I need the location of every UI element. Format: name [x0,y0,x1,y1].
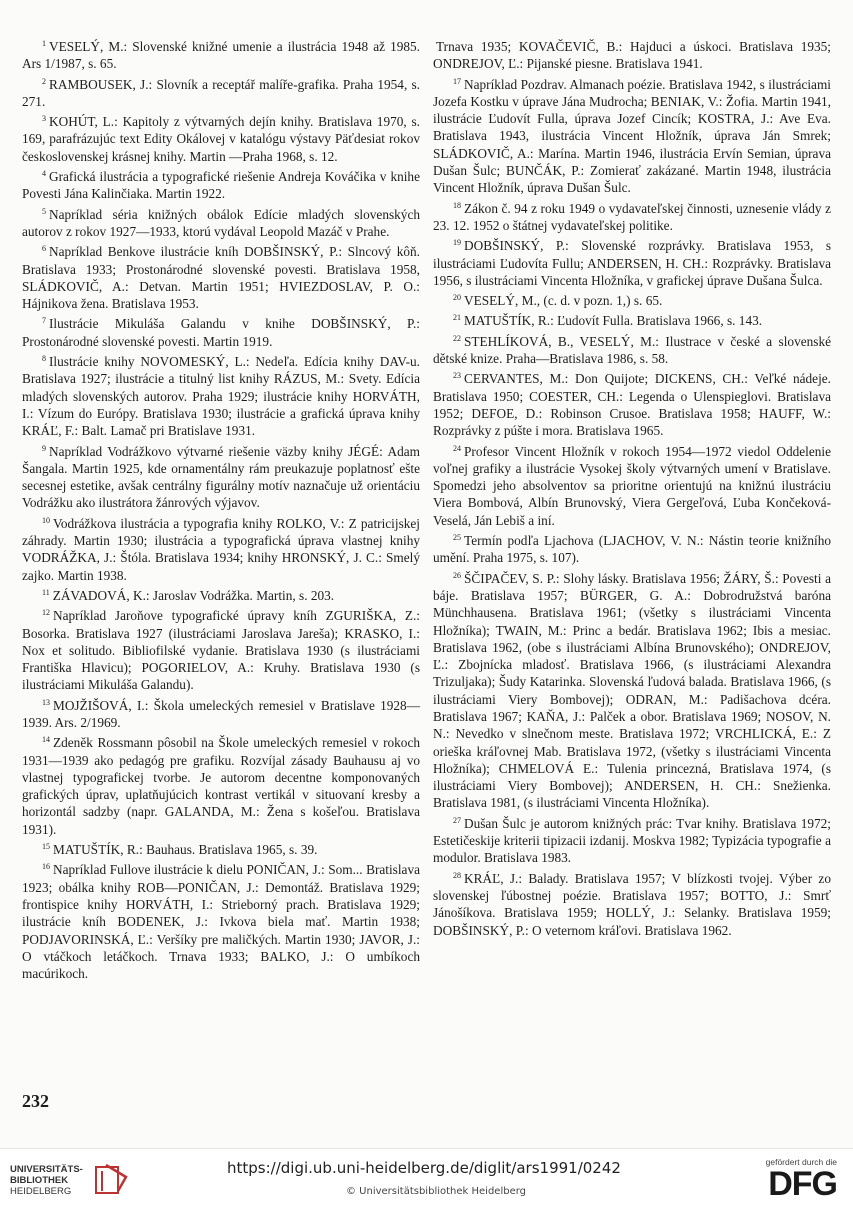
footnote-text: CERVANTES, M.: Don Quijote; DICKENS, CH.: Veľké nádeje. Bratislava 1950; COESTER, CH.: Legenda o Ulenspieglovi. Bratislava 1952; DEFOE, D.: Robinson Crusoe. Bratislava 1958; HAUFF, W.: Rozprávky z púšte i mora. Bratislava 1965. [433,371,831,439]
footnote-number: 17 [453,76,461,86]
footnote [22,731,420,838]
footnote-text: Profesor Vincent Hložník v rokoch 1954—1972 viedol Oddelenie voľnej grafiky a ilustrácie Vysokej školy výtvarných umení v Bratislave. Spomedzi jeho absolventov sa prioritne orientujú na knižnú ilustráciu Viera Bombová, Albín Brunovský, Viera Gergeľová, Ľuba Končeková-Veselá, Ján Lebiš a iní. [433,443,831,528]
footnote [22,440,420,512]
footnote [22,350,420,439]
footnote-number: 26 [453,570,461,580]
footnote [433,367,831,439]
footnote-number: 3 [42,114,46,124]
footnote-text: Dušan Šulc je autorom knižných prác: Tvar knihy. Bratislava 1972; Estetičeskije kriterii tipizacii izdanij. Moskva 1982; Typizácia typografie a modulor. Bratislava 1983. [433,815,831,866]
footnote-number: 1 [42,39,46,48]
footnote [22,240,420,312]
footnote-number: 10 [42,515,50,525]
dfg-logo[interactable]: DFG [768,1165,837,1203]
footnote-text: Ilustrácie knihy NOVOMESKÝ, L.: Nedeľa. Edícia knihy DAV-u. Bratislava 1927; ilustrácie a titulný list knihy RÁZUS, M.: Svety. Edícia mladých slovenských autorov. Praha 1929; ilustrácie knihy HORVÁTH, I.: Vízum do Európy. Bratislava 1930; ilustrácie a grafická úprava knihy KRÁĽ, F.: Balt. Lamač pri Bratislave 1931. [22,354,420,439]
footnote [22,110,420,165]
permalink-url[interactable]: https://digi.ub.uni-heidelberg.de/diglit/ars1991/0242 [227,1159,621,1177]
footnote-number: 9 [42,443,46,453]
footnote [433,529,831,567]
footnote [22,604,420,693]
footnote [433,867,831,939]
footnote-number: 23 [453,371,461,381]
footnote-number: 4 [42,169,46,179]
footnote [22,165,420,203]
footnote-text: Ilustrácie Mikuláša Galandu v knihe DOBŠINSKÝ, P.: Prostonárodné slovenské povesti. Martin 1919. [22,316,420,349]
footnote-number: 7 [42,316,46,326]
footnote-text: MATUŠTÍK, R.: Bauhaus. Bratislava 1965, s. 39. [53,842,318,858]
footnote-number: 6 [42,244,46,254]
footnote-number: 24 [453,443,461,453]
footnote-number: 5 [42,206,46,216]
footnote-text: VESELÝ, M., (c. d. v pozn. 1,) s. 65. [464,293,663,309]
footnote [433,567,831,812]
footnote-text: DOBŠINSKÝ, P.: Slovenské rozprávky. Bratislava 1953, s ilustráciami Ľudovíta Fullu; ANDERSEN, H. CH.: Rozprávky. Bratislava 1956, s ilustráciami Vincenta Hložníka, v grafickej úprave Dušana Šulca. [433,238,831,288]
footnote-number: 13 [42,697,50,707]
footnote-number: 12 [42,608,50,618]
footnote [433,330,831,368]
footnote-text: MATUŠTÍK, R.: Ľudovít Fulla. Bratislava 1966, s. 143. [464,313,763,329]
footnote-number: 25 [453,533,461,543]
footnote-text: ZÁVADOVÁ, K.: Jaroslav Vodrážka. Martin, s. 203. [52,587,335,603]
footnote-number: 28 [453,870,461,880]
footnote-number: 16 [42,862,50,872]
library-emblem-icon [94,1161,130,1197]
footnote [22,694,420,732]
footnote [433,440,831,529]
footnote [433,197,831,235]
footnote-number: 22 [453,333,461,343]
library-name-line3: HEIDELBERG [10,1186,72,1197]
page-number: 232 [22,1091,49,1111]
footnote [433,309,831,329]
footnote-text: ŠČIPAČEV, S. P.: Slohy lásky. Bratislava 1956; ŽÁRY, Š.: Povesti a báje. Bratislava 1957; BÜRGER, G. A.: Dobrodružstvá baróna Münchhausena. Bratislava 1961; (všetky s ilustráciami Vincenta Hložníka); TWAIN, M.: Princ a bedár. Bratislava 1962; Ibis a mesiac. Bratislava 1962, (obe s ilustráciami Albína Brunovského); ONDREJOV, Ľ.: Zbojnícka mladosť. Bratislava 1966, (s ilustráciami Alexandra Trizuljaka); Šudy Katarinka. Slovenská ľudová balada. Bratislava 1966, (s ilustráciami Viery Bombovej); ODRAN, M.: Padišachova dcéra. Bratislava 1967; KAŇA, J.: Palček a obor. Bratislava 1969; NOSOV, N. N.: Nevedko v slnečnom meste. Bratislava 1972; VRCHLICKÁ, E.: Z orieška kráľovnej Mab. Bratislava 1972, (všetky s ilustráciami Vincenta Hložníka); CHMELOVÁ E.: Tulenia princezná, Bratislava 1974, (s ilustráciami Viery Bombovej); ANDERSEN, H. CH.: Snežienka. Bratislava 1981, (s ilustráciami Vincenta Hložníka). [433,570,831,811]
footnote [433,812,831,867]
footnote-text: RAMBOUSEK, J.: Slovník a receptář malíře-grafika. Praha 1954, s. 271. [22,76,420,109]
footnote-number: 21 [453,313,461,323]
funding-note: gefördert durch die [765,1157,837,1167]
footnote-text: VESELÝ, M.: Slovenské knižné umenie a ilustrácia 1948 až 1985. Ars 1/1987, s. 65. [22,39,420,72]
footnote [22,203,420,241]
footnote-number: 18 [453,200,461,210]
footnote [22,35,420,73]
footnote [22,858,420,982]
footnote [22,512,420,584]
footnotes-left-column [22,35,420,982]
footnote-number: 11 [42,587,50,597]
viewer-footer [0,1148,853,1209]
footnote-text: KOHÚT, L.: Kapitoly z výtvarných dejín knihy. Bratislava 1970, s. 169, parafrázujúc text Edity Okálovej v katalógu výstavy Päťdesiat rokov československej krásnej knihy. Martin —Praha 1968, s. 12. [22,114,420,164]
footnote-text: Napríklad Benkove ilustrácie kníh DOBŠINSKÝ, P.: Slncový kôň. Bratislava 1933; Prostonárodné slovenské povesti. Bratislava 1958, SLÁDKOVIČ, A.: Detvan. Martin 1951; HVIEZDOSLAV, P. O.: Hájnikova žena. Bratislava 1953. [22,244,420,312]
footnote-text: Termín podľa Ljachova (LJACHOV, V. N.: Nástin teorie knižního umění. Praha 1975, s. 107). [433,533,831,566]
footnote-number: 27 [453,815,461,825]
footnote [22,838,420,858]
library-logo[interactable] [10,1159,160,1203]
footnote-text: Napríklad Fullove ilustrácie k dielu PONIČAN, J.: Som... Bratislava 1923; obálka knihy ROB—PONIČAN, J.: Demontáž. Bratislava 1929; frontispice knihy HORVÁTH, I.: Strieborný prach. Bratislava 1929; ilustrácie kníh BODENEK, J.: Ivkova biela mať. Martin 1938; PODJAVORINSKÁ, Ľ.: Veršíky pre maličkých. Martin 1930; JAVOR, J.: O vtáčkoch letáčkoch. Trnava 1933; BALKO, J.: O umbíkoch macúrikoch. [22,862,420,982]
footnote [433,289,831,309]
footnote-text: KRÁĽ, J.: Balady. Bratislava 1957; V blízkosti tvojej. Výber zo slovenskej ľúbostnej poézie. Bratislava 1957; BOTTO, J.: Smrť Jánošíkova. Bratislava 1959; HOLLÝ, J.: Selanky. Bratislava 1959; DOBŠINSKÝ, P.: O veternom kráľovi. Bratislava 1962. [433,870,831,938]
footnote-number: 15 [42,842,50,852]
footnote [433,234,831,289]
footnote-number: 19 [453,238,461,248]
footnote [22,584,420,604]
footnote-number: 2 [42,76,46,86]
footnote-text: Zákon č. 94 z roku 1949 o vydavateľskej činnosti, uznesenie vlády z 23. 12. 1952 o štátnej vydavateľskej politike. [433,200,831,233]
footnote-number: 14 [42,735,50,745]
footnote [433,35,831,73]
footnote-text: Vodrážkova ilustrácia a typografia knihy ROLKO, V.: Z patricijskej záhrady. Martin 1930; ilustrácia a typografická úprava vlastnej knihy VODRÁŽKA, J.: Štóla. Bratislava 1934; knihy HRONSKÝ, J. C.: Smelý zajko. Martin 1938. [22,515,420,583]
footnote-text: Grafická ilustrácia a typografické riešenie Andreja Kováčika v knihe Povesti Jána Kalinčiaka. Martin 1922. [22,169,420,202]
footnote-text: STEHLÍKOVÁ, B., VESELÝ, M.: Ilustrace v české a slovenské dětské knize. Praha—Bratislava 1986, s. 58. [433,333,831,367]
footnote-text: Napríklad Jaroňove typografické úpravy kníh ZGURIŠKA, Z.: Bosorka. Bratislava 1927 (ilustráciami Jaroslava Jareša); KRASKO, I.: Nox et solitudo. Bibliofilské vydanie. Bratislava 1930 (s ilustráciami Františka Hlavicu); POGORIELOV, A.: Kruhy. Bratislava 1930 (s ilustráciami Mikuláša Galandu). [22,608,420,693]
footnote [22,73,420,111]
library-name-line1: UNIVERSITÄTS- [10,1164,83,1175]
footnote-text: Zdeněk Rossmann pôsobil na Škole umeleckých remesiel v rokoch 1931—1939 ako pedagóg pre grafiku. Rozvíjal zásady Bauhausu aj vo vlastnej typografickej tvorbe. Je autorom decentne komponovaných grafických úprav, uplatňujúcich kontrast vertikál v situovaní kresby a horizontál sadzby (napr. GALANDA, M.: Žena s košeľou. Bratislava 1931). [22,735,420,837]
footnote-text: Napríklad Vodrážkovo výtvarné riešenie väzby knihy JÉGÉ: Adam Šangala. Martin 1925, kde ornamentálny rám preukazuje poplatnosť ešte secesnej estetike, avšak centrálny figurálny motív naznačuje už orientáciu Vodrážku ako ilustrátora žánrových výjavov. [22,443,420,511]
footnote [433,73,831,197]
copyright-notice: © Universitätsbibliothek Heidelberg [346,1186,527,1197]
footnote [22,312,420,350]
footnote-text: MOJŽIŠOVÁ, I.: Škola umeleckých remesiel v Bratislave 1928—1939. Ars. 2/1969. [22,697,420,730]
footnotes-right-column [433,35,831,939]
footnote-text: Napríklad séria knižných obálok Edície mladých slovenských autorov z rokov 1927—1933, ktorú vydával Leopold Mazáč v Prahe. [22,206,420,239]
library-name-line2: BIBLIOTHEK [10,1175,69,1186]
footnote-text: Napríklad Pozdrav. Almanach poézie. Bratislava 1942, s ilustráciami Jozefa Kostku v úprave Jána Mudrocha; BENIAK, V.: Žofia. Martin 1941, ilustrácie Ľudovít Fulla, úprava Jozef Cincík; KOSTRA, J.: Ave Eva. Bratislava 1943, ilustrácia Vincent Hložník, úprava Ján Smrek; SLÁDKOVIČ, A.: Marína. Martin 1946, ilustrácia Ervín Semian, úprava Dušan Šulc; BUNČÁK, P.: Zomierať zakázané. Martin 1948, ilustrácia Vincent Hložník, úprava Dušan Šulc. [433,76,831,196]
footnote-number: 8 [42,354,46,364]
footnote-number: 20 [453,293,461,303]
footnote-text: Trnava 1935; KOVAČEVIČ, B.: Hajduci a úskoci. Bratislava 1935; ONDREJOV, Ľ.: Pijanské piesne. Bratislava 1941. [433,39,831,72]
